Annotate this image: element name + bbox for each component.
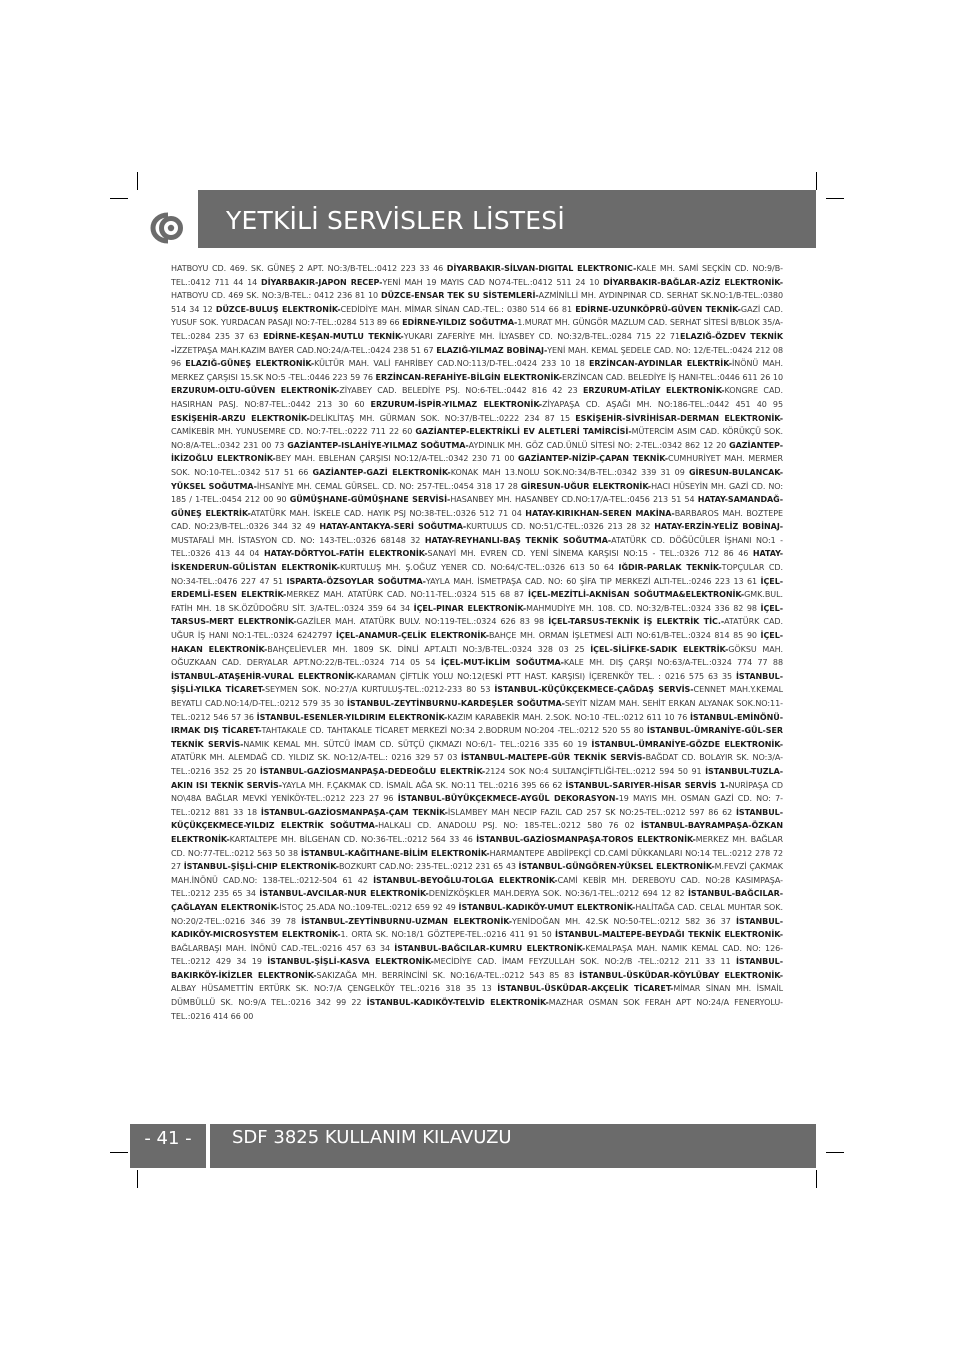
service-address: HACI HÜSEYİN MH. GAZİ CD. NO: 185 / 1-TEL.:0454 212 00 90 [171,481,784,505]
service-address: BAĞLARBAŞI MAH. İNÖNÜ CAD.-TEL.:0216 457 63 34 [171,943,395,953]
service-name: EDİRNE-UZUNKÖPRÜ-GÜVEN TEKNİK- [575,304,741,314]
service-address: ATATÜRK CD. DÖĞÜCÜLER İŞHANI NO:1 -TEL.:0326 413 44 04 [171,535,783,559]
service-name: İSTANBUL-ÜSKÜDAR-AKÇELİK TİCARET- [497,984,674,994]
service-name: GAZİANTEP-ELEKTRİKLİ EV ALETLERİ TAMİRCİSİ- [415,427,632,437]
service-address: KÜLTÜR MAH. VALİ FAHRİBEY CAD.NO:113/D-TEL.:0424 233 10 18 [314,359,590,369]
service-name: İSTANBUL-EMİNÖNÜ-IRMAK DIŞ TİCARET- [171,712,783,736]
service-name: ELAZIĞ-YILMAZ BOBİNAJ- [436,345,548,355]
service-name: İSTANBUL-KÜÇÜKÇEKMECE-ÇAĞDAŞ SERVİS- [494,685,694,695]
crop-mark [110,1152,128,1153]
service-name: İSTANBUL-BEYOĞLU-TOLGA ELEKTRONİK- [373,875,558,885]
service-name: GAZİANTEP-ISLAHİYE-YILMAZ SOĞUTMA- [287,440,469,450]
service-name: DÜZCE-BULUŞ ELEKTRONİK- [215,304,341,314]
service-address: GAZİLER MAH. ATATÜRK BULV. NO:119-TEL.:0324 626 83 98 [296,617,549,627]
service-name: İSTANBUL-KÜÇÜKÇEKMECE-YILDIZ ELEKTRİK SOĞUTMA- [171,807,783,831]
service-address: DELİKLİTAŞ MH. GÜRMAN SOK. NO:37/B-TEL.:0222 234 87 15 [309,413,576,423]
service-address: MECİDİYE CAD. İMAM FEYZULLAH SOK. NO:2/B -TEL.:0212 211 33 11 [433,957,736,967]
service-name: İSTANBUL-MALTEPE-BEYDAĞI TEKNİK ELEKTRONİK- [555,930,783,940]
service-address: KONAK MAH 13.NOLU SOK.NO:34/B-TEL.:0342 339 31 09 [450,467,689,477]
service-address: MERKEZ MH. BAĞLAR CD. NO:77-TEL.:0212 563 50 38 [171,834,784,858]
service-address: MUSTAFALİ MH. İSTASYON CD. NO: 143-TEL.:0326 68148 32 [171,535,425,545]
service-name: İÇEL-PINAR ELEKTRONİK- [413,603,527,613]
service-address: YAYLA MH. F.ÇAKMAK CD. İSMAİL AĞA SK. NO:11 TEL.:0216 395 66 62 [281,780,566,790]
service-name: İSTANBUL-TUZLA-AKIN ISI TEKNİK SERVİS- [171,766,783,790]
service-address: YUKARI ZAFERİYE MH. İLYASBEY CD. NO:32/B-TEL.:0284 715 22 71 [403,331,681,341]
crop-mark [110,198,128,199]
service-address: CENNET MAH.Y.KEMAL BEYATLI CAD.NO:14/D-TEL.:0212 579 35 30 [171,685,783,708]
service-address: BEY MAH. EBLEHAN ÇARŞISI NO:12/A-TEL.:0342 230 71 00 [275,454,519,464]
service-address: KURTULUŞ MH. Ş.OĞUZ YENER CD. NO:64/C-TEL.:0326 613 50 64 [339,563,619,573]
service-name: İSTANBUL-ÜMRANİYE-GÖZDE ELEKTRONİK- [591,739,784,749]
service-name: ELAZIĞ-GÜNEŞ ELEKTRONİK- [185,359,315,369]
service-address: KARAMAN ÇİFTLİK YOLU NO:12(ESKİ PTT HAST. KARŞISI) İÇERENKÖY TEL. : 0216 575 63 35 [356,671,736,681]
service-address: BAHÇE MH. ORMAN İŞLETMESİ ALTI NO:61/B-TEL.:0324 814 85 90 [488,631,761,641]
service-address: ZİYAPAŞA CD. AŞAĞI MH. NO:186-TEL.:0442 451 40 95 [542,399,783,409]
service-name: ERZİNCAN-AYDINLAR ELEKTRİK- [589,359,732,369]
service-name: HATAY-İSKENDERUN-GÜLİSTAN ELEKTRONİK- [171,549,783,573]
service-name: İSTANBUL-KADIKÖY-TELVİD ELEKTRONİK- [366,998,549,1008]
service-address: HATBOYU CD. 469 SK. NO:3/B-TEL.: 0412 236 81 10 [171,291,381,301]
service-address: BARBAROS MAH. BOZTEPE CAD. NO:23/B-TEL.:0326 344 32 49 [171,508,783,532]
service-address: BOZKURT CAD.NO: 235-TEL.:0212 231 65 43 [338,862,519,872]
service-address: DENİZKÖŞKLER MAH.DERYA SOK. NO:36/1-TEL.:0212 694 12 82 [428,889,688,899]
service-address: AYDINLIK MH. GÖZ CAD.ÜNLÜ SİTESİ NO: 2-TEL.:0342 862 12 20 [468,440,730,450]
service-address: KURTULUS CD. NO:51/C-TEL.:0326 213 28 32 [466,522,655,532]
service-address: YENİ MAH. KEMAL ŞEDELE CAD. NO: 12/E-TEL.:0424 212 08 96 [171,345,783,369]
service-name: IĞDIR-PARLAK TEKNİK- [618,563,722,573]
service-address: GÖKSU MAH. OĞUZKAAN CAD. DERYALAR APT.NO:22/B-TEL.:0324 714 05 54 [171,644,784,668]
service-address: YAYLA MAH. İSMETPAŞA CAD. NO: 60 ŞİFA TIP MERKEZİ ALTI-TEL.:0246 223 13 61 [425,576,761,586]
service-name: HATAY-KIRIKHAN-SEREN MAKİNA- [525,508,675,518]
service-address: 1.MURAT MH. GÜNGÖR MAZLUM CAD. SERHAT SİTESİ B/BLOK 35/A-TEL.:0284 235 37 63 [171,318,783,341]
service-name: DİYARBAKIR-BAĞLAR-AZİZ ELEKTRONİK- [603,277,784,287]
service-name: İSTANBUL-BAKIRKÖY-İKİZLER ELEKTRONİK- [171,957,783,980]
service-name: ERZURUM-ATİLAY ELEKTRONİK- [582,386,725,396]
service-address: CEDİDİYE MAH. MİMAR SİNAN CAD.-TEL.: 0380 514 66 81 [340,304,576,314]
service-name: İSTANBUL-GAZİOSMANPAŞA-TOROS ELEKTRONİK- [476,834,696,844]
service-address: KALE MH. DIŞ ÇARŞI NO:63/A-TEL.:0324 774 77 88 [563,658,783,668]
service-name: GAZİANTEP-NİZİP-ÇAPAN TEKNİK- [518,454,669,464]
service-name: HATAY-ANTAKYA-SERİ SOĞUTMA- [319,522,467,532]
service-name: İSTANBUL-BÜYÜKÇEKMECE-AYGÜL DEKORASYON- [397,794,619,804]
service-address: ZİYABEY CAD. BELEDİYE PSJ. NO:6-TEL.:0442 816 42 23 [339,386,583,396]
service-address: TAHTAKALE CD. TAHTAKALE TİCARET MERKEZİ NO:34 2.BODRUM NO:204 -TEL.:0212 520 55 80 [261,726,647,736]
service-address: KEMALPAŞA MAH. NAMIK KEMAL CAD. NO: 126-TEL.:0212 429 34 19 [171,943,783,967]
service-address: HARMANTEPE ABDİİPEKÇİ CD.CAMİ DÜKKANLARI NO:14 TEL.:0212 278 72 27 [171,848,783,872]
service-name: İÇEL-HAKAN ELEKTRONİK- [171,631,784,654]
service-name: İSTANBUL-BAĞCILAR-ÇAĞLAYAN ELEKTRONİK- [171,889,784,912]
service-address: ERZİNCAN CAD. BELEDİYE İŞ HANI-TEL.:0446 611 26 10 [562,372,783,382]
service-address: SAKIZAĞA MH. BERRİNCİNİ SK. NO:16/A-TEL.:0212 543 85 83 [316,970,580,980]
service-name: İSTANBUL-ŞİŞLİ-YILKA TİCARET- [171,671,783,695]
service-address: KARTALTEPE MH. BİLGEHAN CD. NO:36-TEL.:0212 564 33 46 [229,834,477,844]
service-address: İZZETPAŞA MAH.KAZIM BAYER CAD.NO:24/A-TEL.:0424 238 51 67 [174,345,437,355]
crop-mark [826,198,844,199]
service-name: İÇEL-TARSUS-TEKNİK İŞ ELEKTRİK TİC.- [548,617,725,627]
service-address: BAHÇELİEVLER MH. 1809 SK. DİNLİ APT.ALTI NO:3/B-TEL.:0324 328 03 25 [267,644,591,654]
service-name: ELAZIĞ-ÖZDEV TEKNİK - [171,331,783,355]
service-address: SEYMEN SOK. NO:27/A KURTULUŞ-TEL.:0212-233 80 53 [264,685,495,695]
service-address: 19 MAYIS MH. OSMAN GAZİ CD. NO: 7-TEL.:0212 881 33 18 [171,794,783,817]
service-address: MÜTERCİM ASIM CAD. KÖRÜKÇÜ SOK. NO:8/A-TEL.:0342 231 00 73 [171,427,783,450]
service-name: İSTANBUL-SARIYER-HİSAR SERVİS 1- [565,780,729,790]
service-name: İSTANBUL-BAYRAMPAŞA-ÖZKAN ELEKTRONİK- [171,821,783,844]
service-name: İÇEL-SİLİFKE-SADIK ELEKTRİK- [590,644,729,654]
service-address: ATATÜRK CAD. UĞUR İŞ HANI NO:1-TEL.:0324 6242797 [171,617,783,641]
service-name: DİYARBAKIR-JAPON RECEP- [261,277,383,287]
service-name: İSTANBUL-ATAŞEHİR-VURAL ELEKTRONİK- [171,671,357,681]
service-address: İNÖNÜ MAH. MERKEZ ÇARŞISI 15.SK NO:5 -TEL.:0446 223 59 76 [171,359,783,382]
page-number: - 41 - [130,1124,206,1168]
crop-mark [826,1152,844,1153]
service-name: EDİRNE-KEŞAN-MUTLU TEKNİK- [263,331,404,341]
service-address: CAMİ KEBİR MH. DEREBOYU CAD. NO:28 KASIMPAŞA-TEL.:0212 235 65 34 [171,875,784,899]
service-address: KAZIM KARABEKİR MAH. 2.SOK. NO:10 -TEL.:0212 611 10 76 [447,712,690,722]
service-name: ISPARTA-ÖZSOYLAR SOĞUTMA- [286,576,426,586]
service-name: İSTANBUL-KADIKÖY-UMUT ELEKTRONİK- [458,902,636,912]
service-name: İSTANBUL-ESENLER-YILDIRIM ELEKTRONİK- [256,712,448,722]
service-address: SEYİT NİZAM MAH. SEHİT ERKAN ALYANAK SOK.NO:11-TEL.:0212 546 57 36 [171,699,783,722]
service-name: İÇEL-ANAMUR-ÇELİK ELEKTRONİK- [336,631,489,641]
service-name: ESKİŞEHİR-SİVRİHİSAR-DERMAN ELEKTRONİK- [575,413,783,423]
service-address: CUMHURİYET MAH. MERMER SOK. NO:10-TEL.:0342 517 51 66 [171,454,783,477]
service-address: 2124 SOK NO:4 SULTANÇİFTLİĞİ-TEL.:0212 594 50 91 [485,766,706,776]
service-address: İSLAMBEY MAH NECIP FAZIL CAD 257 SK NO:25-TEL.:0212 597 86 62 [447,807,736,817]
service-name: İSTANBUL-KAĞITHANE-BİLİM ELEKTRONİK- [300,848,490,858]
service-address: HATBOYU CD. 469. SK. GÜNEŞ 2 APT. NO:3/B-TEL.:0412 223 33 46 [171,264,447,273]
service-address: ATATÜRK MH. ALEMDAĞ CD. YILDIZ SK. NO:12/A-TEL.: 0216 329 57 03 [171,753,461,763]
manual-title: SDF 3825 KULLANIM KILAVUZU [232,1127,512,1148]
service-address: ATATÜRK MAH. İSKELE CAD. HAYIK PSJ NO:38-TEL.:0326 512 71 04 [250,508,526,518]
service-address: NAMIK KEMAL MH. SÜTCÜ İMAM CD. SÜTÇÜ ÇIKMAZI NO:6/1- TEL.:0216 335 60 19 [243,739,592,749]
service-name: GÜMÜŞHANE-GÜMÜŞHANE SERVİSİ- [289,495,451,505]
service-address: TOPÇULAR CD. NO:34-TEL.:0476 227 47 51 [171,563,784,586]
service-name: İSTANBUL-BAĞCILAR-KUMRU ELEKTRONİK- [394,943,586,953]
service-address: M.FEVZİ ÇAKMAK MAH.İNÖNÜ CAD.NO: 138-TEL.:0212-504 61 42 [171,862,783,885]
service-name: İSTANBUL-GÜNGÖREN-YÜKSEL ELEKTRONİK- [518,862,715,872]
service-address: GAZİ CAD. YUSUF SOK. YURDACAN PASAJI NO:7-TEL.:0284 513 89 66 [171,304,783,328]
service-name: HATAY-DÖRTYOL-FATİH ELEKTRONİK- [263,549,428,559]
service-name: GİRESUN-BULANCAK-YÜKSEL SOĞUTMA- [171,467,783,491]
service-name: İÇEL-ERDEMLİ-ESEN ELEKTRİK- [171,576,784,600]
service-name: İSTANBUL-GAZİOSMANPAŞA-ÇAM TEKNİK- [260,807,448,817]
brand-logo-icon [150,212,186,244]
service-address: KALE MH. SAMİ SEÇKİN CD. NO:9/B-TEL.:0412 711 44 14 [171,264,783,287]
service-name: İSTANBUL-MALTEPE-GÜR TEKNİK SERVİS- [460,753,646,763]
service-address: MİMAR SİNAN MH. İSMAİL DÜMBÜLLÜ SK. NO:9/A TEL.:0216 342 99 22 [171,984,783,1008]
service-address: YENİ MAH 19 MAYIS CAD NO74-TEL.:0412 511 24 10 [382,277,604,287]
crop-mark [137,172,138,190]
service-name: GAZİANTEP-İKİZOĞLU ELEKTRONİK- [171,440,783,464]
service-name: İSTANBUL-ŞİŞLİ-KASVA ELEKTRONİK- [267,957,434,967]
service-name: İSTANBUL-GAZİOSMANPAŞA-DEDEOĞLU ELEKTRİK- [259,766,486,776]
service-address: SANAYİ MH. EVREN CD. YENİ SİNEMA KARŞISI NO:15 - TEL.:0326 712 86 46 [427,549,753,559]
service-address: İSTOÇ 25.ADA NO.:109-TEL.:0212 659 92 49 [279,902,459,912]
service-name: İSTANBUL-ÜMRANİYE-GÜL-SER TEKNİK SERVİS- [171,726,783,749]
service-address: MAZHAR OSMAN SOK FERAH APT NO:24/A FENERYOLU-TEL.:0216 414 66 00 [171,998,783,1021]
crop-mark [816,172,817,190]
service-name: ESKİŞEHİR-ARZU ELEKTRONİK- [171,413,310,423]
service-name: İSTANBUL-ÜSKÜDAR-KÖYLÜBAY ELEKTRONİK- [579,970,784,980]
service-address: MERKEZ MAH. ATATÜRK CAD. NO:11-TEL.:0324 515 68 87 [286,590,529,600]
service-name: HATAY-ERZİN-YELİZ BOBİNAJ- [654,522,784,532]
service-name: İÇEL-MEZİTLİ-AKNİSAN SOĞUTMA&ELEKTRONİK- [528,590,745,600]
service-name: İSTANBUL-AVCILAR-NUR ELEKTRONİK- [259,889,429,899]
service-address: AZMİNİLLİ MH. AYDINPINAR CD. SERHAT SK.NO:1/B-TEL.:0380 514 34 12 [171,291,784,314]
service-name: İSTANBUL-ZEYTİNBURNU-UZMAN ELEKTRONİK- [301,916,512,926]
crop-mark [137,1170,138,1188]
service-name: HATAY-REYHANLI-BAŞ TEKNİK SOĞUTMA- [424,535,612,545]
service-list-text [171,262,783,1023]
page-title: YETKİLİ SERVİSLER LİSTESİ [226,206,565,235]
service-address: MAHMUDİYE MH. 108. CD. NO:32/B-TEL.:0324 336 82 98 [526,603,761,613]
service-name: EDİRNE-YILDIZ SOĞUTMA- [402,318,518,328]
service-address: YENİDOĞAN MH. 42.SK NO:50-TEL.:0212 582 36 37 [511,916,736,926]
service-address: ALBAY HÜSAMETTİN ERTÜRK SK. NO:7/A ÇENGELKÖY TEL.:0216 318 35 13 [171,984,498,994]
service-name: GİRESUN-UĞUR ELEKTRONİK- [520,481,652,491]
service-address: HALKALI CD. ANADOLU PSJ. NO: 185-TEL.:0212 580 76 02 [378,821,641,831]
service-address: İHSANİYE MH. CEMAL GÜRSEL. CD. NO: 257-TEL.:0454 318 17 28 [256,481,521,491]
service-name: İSTANBUL-ZEYTİNBURNU-KARDEŞLER SOĞUTMA- [346,699,565,708]
service-name: ERZİNCAN-REFAHİYE-BİLGİN ELEKTRONİK- [375,372,562,382]
service-name: HATAY-SAMANDAĞ-GÜNEŞ ELEKTRİK- [171,495,783,518]
service-name: GAZİANTEP-GAZİ ELEKTRONİK- [312,467,451,477]
service-name: ERZURUM-İSPİR-YILMAZ ELEKTRONİK- [370,399,543,409]
service-name: ERZURUM-OLTU-GÜVEN ELEKTRONİK- [171,386,340,396]
service-address: 1. ORTA SK. NO:18/1 GÖZTEPE-TEL.:0216 411 91 50 [340,930,556,940]
service-name: İSTANBUL-ŞİŞLİ-CHIP ELEKTRONİK- [183,862,339,872]
service-address: KONGRE CAD. HASIRHAN PASJ. NO:87-TEL.:0442 213 30 60 [171,386,783,409]
service-name: DİYARBAKIR-SİLVAN-DIGITAL ELEKTRONIC- [446,264,637,273]
service-name: İÇEL-MUT-İKLİM SOĞUTMA- [440,658,564,668]
service-address: NURİPAŞA CD NO\48A BAĞLAR MEVKİ YENİKÖY-TEL.:0212 223 27 96 [171,780,783,804]
service-name: İSTANBUL-KADIKÖY-MICROSYSTEM ELEKTRONİK- [171,916,783,940]
service-address: CAMİKEBİR MH. YUNUSEMRE CD. NO:7-TEL.:0222 711 22 60 [171,427,416,437]
crop-mark [816,1170,817,1188]
service-address: HASANBEY MH. HASANBEY CD.NO:17/A-TEL.:0456 213 51 54 [450,495,698,505]
service-address: GMK.BUL. FATİH MH. 18 SK.ÖZÜDOĞRU SİT. 3/A-TEL.:0324 359 64 34 [171,590,783,613]
service-name: İÇEL-TARSUS-MERT ELEKTRONİK- [171,603,783,627]
service-address: BAĞDAT CD. BOLAYIR SK. NO:3/A-TEL.:0216 352 25 20 [171,753,783,776]
service-name: DÜZCE-ENSAR TEK SU SİSTEMLERİ- [380,291,539,301]
service-address: HALİTAĞA CAD. CELAL MUHTAR SOK. NO:20/2-TEL.:0216 346 39 78 [171,902,783,926]
